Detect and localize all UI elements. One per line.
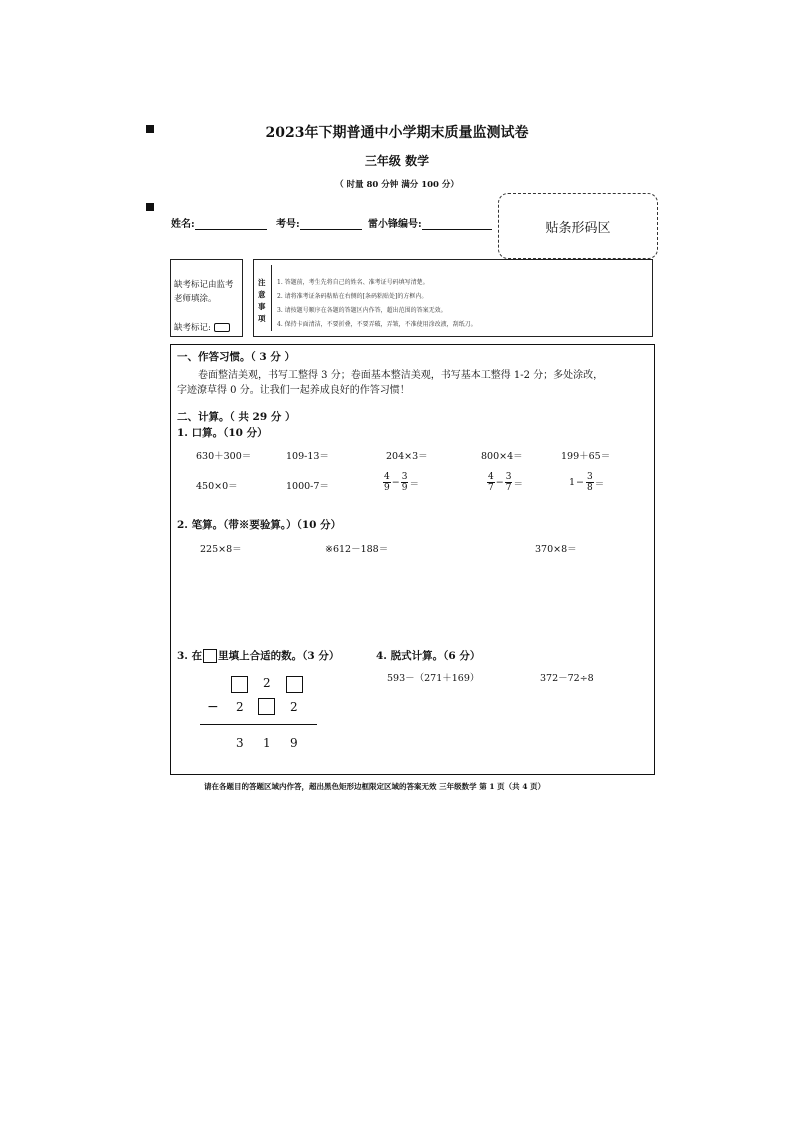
exam-no-line: [300, 219, 362, 230]
stepwise-problem-2: 372－72÷8: [540, 673, 594, 684]
notice-item-2: 2. 请将准考证条码粘贴在右侧的[条码粘贴处]的方框内。: [277, 293, 428, 300]
fraction: $\frac{3}{9}$: [401, 472, 408, 493]
absence-mark-label: 缺考标记:: [174, 323, 211, 333]
puzzle-box-top-left[interactable]: [231, 676, 248, 693]
stepwise-problem-1: 593－（271＋169）: [387, 673, 480, 684]
exam-no-label: 考号:: [276, 219, 300, 230]
oral-problem-9: $\frac{4}{7}$ − $\frac{3}{7}$ ＝: [488, 472, 523, 493]
fraction: $\frac{4}{7}$: [488, 472, 494, 493]
lei-no-label: 雷小锋编号:: [368, 219, 422, 230]
absence-line2: 老师填涂。: [174, 294, 217, 304]
name-field[interactable]: [171, 215, 267, 230]
notice-char-1: 注: [258, 278, 266, 287]
fraction: $\frac{3}{7}$: [505, 472, 512, 493]
oral-problem-10: 1 − $\frac{3}{8}$ ＝: [569, 472, 605, 493]
page-footer: 请在各题目的答题区域内作答，超出黑色矩形边框限定区域的答案无效 三年级数学 第 1 页（共 4 页）: [204, 782, 546, 791]
exam-info: （ 时量 80 分钟 满分 100 分）: [335, 180, 459, 190]
notice-item-3: 3. 请按题号顺序在各题的答题区内作答，超出范围的答案无效。: [277, 307, 447, 314]
written-problem-1: 225×8＝: [200, 544, 242, 555]
exam-title: 2023年下期普通中小学期末质量监测试卷: [265, 125, 529, 141]
section2-heading: 二、计算。（ 共 29 分 ）: [177, 411, 296, 423]
notice-char-3: 事: [258, 302, 266, 311]
puzzle-box-middle[interactable]: [258, 698, 275, 715]
minus-sign: −: [207, 699, 219, 715]
section1-heading: 一、作答习惯。（ 3 分 ）: [177, 351, 296, 363]
notice-item-1: 1. 答题前，考生先将自己的姓名、准考证号码填写清楚。: [277, 279, 429, 286]
name-label: 姓名:: [171, 219, 195, 230]
section1-line2: 字迹潦草得 0 分。让我们一起养成良好的作答习惯！: [177, 385, 410, 396]
absence-line1: 缺考标记由监考: [174, 280, 234, 290]
exam-subtitle: 三年级 数学: [364, 154, 430, 168]
puzzle-digit: 2: [290, 700, 298, 714]
oral-problem-7: 1000-7＝: [286, 481, 329, 492]
oral-problem-4: 800×4＝: [481, 451, 523, 462]
oral-problem-1: 630＋300＝: [196, 451, 252, 462]
lei-no-line: [422, 219, 492, 230]
puzzle-result-digit: 9: [290, 736, 298, 750]
notice-char-4: 项: [258, 314, 266, 323]
empty-box-icon: [203, 649, 217, 663]
notice-divider: [271, 265, 272, 331]
oral-problem-2: 109-13＝: [286, 451, 329, 462]
fraction: $\frac{4}{9}$: [384, 472, 390, 493]
written-problem-2: ※612－188＝: [325, 544, 389, 555]
lei-no-field[interactable]: [368, 215, 492, 230]
section1-line1: 卷面整洁美观，书写工整得 3 分；卷面基本整洁美观，书写基本工整得 1-2 分；多处涂改，: [198, 370, 604, 381]
exam-no-field[interactable]: [276, 215, 362, 230]
puzzle-rule: [200, 724, 317, 725]
notice-item-4: 4. 保持卡面清洁，不要折叠，不要弄破，弄皱，不准使用涂改液，刮纸刀。: [277, 321, 477, 328]
puzzle-digit: 2: [263, 676, 271, 690]
puzzle-box-top-right[interactable]: [286, 676, 303, 693]
name-line: [195, 219, 267, 230]
notice-char-2: 意: [258, 290, 266, 299]
puzzle-result-digit: 3: [236, 736, 244, 750]
written-problem-3: 370×8＝: [535, 544, 577, 555]
oral-problem-3: 204×3＝: [386, 451, 428, 462]
fraction: $\frac{3}{8}$: [587, 472, 593, 493]
part2-heading: 2. 笔算。（带※要验算。）（10 分）: [177, 519, 342, 531]
barcode-label: 贴条形码区: [545, 220, 611, 236]
puzzle-digit: 2: [236, 700, 244, 714]
part4-heading: 4. 脱式计算。（6 分）: [376, 650, 481, 662]
barcode-area: [498, 193, 658, 259]
part1-heading: 1. 口算。（10 分）: [177, 427, 268, 439]
registration-mark-middle: [146, 203, 154, 211]
puzzle-result-digit: 1: [263, 736, 271, 750]
part3-heading: 3. 在 里填上合适的数。（3 分）: [177, 650, 340, 662]
oral-problem-6: 450×0＝: [196, 481, 238, 492]
absence-checkbox[interactable]: [214, 323, 230, 332]
oral-problem-5: 199＋65＝: [561, 451, 611, 462]
oral-problem-8: $\frac{4}{9}$ − $\frac{3}{9}$ ＝: [384, 472, 419, 493]
